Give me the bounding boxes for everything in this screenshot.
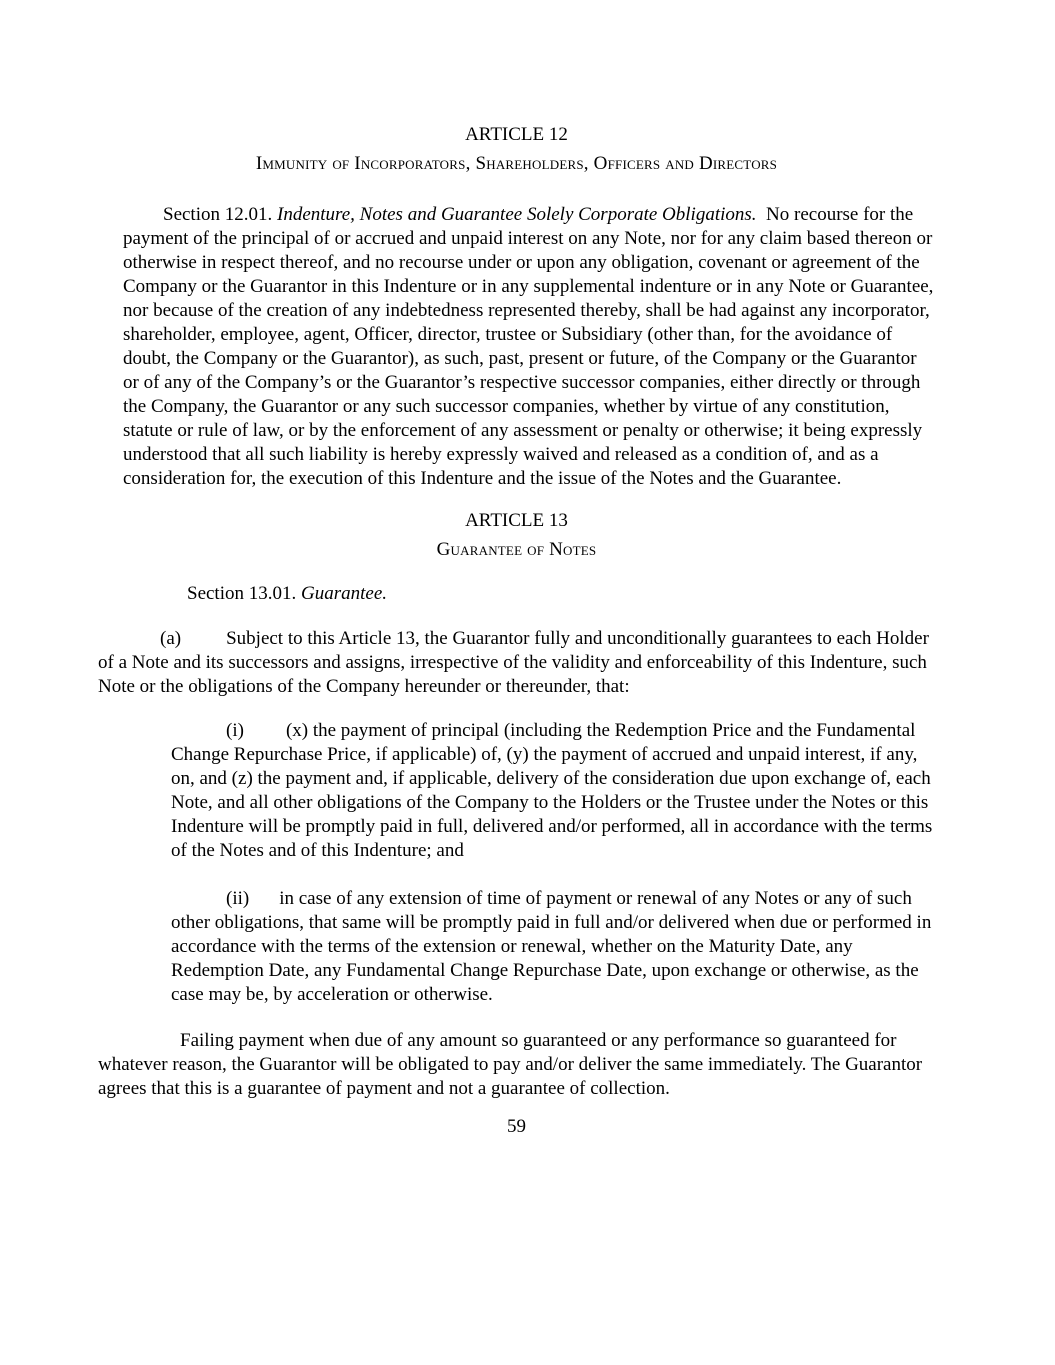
tab-spacer: [244, 735, 286, 736]
clause-ii-text: in case of any extension of time of payment or renewal of any Notes or any of such other obligations, that same will be promptly paid in full and/or delivered when due or performed in accordance with the terms of the extension or renewal, whether on the Maturity Date, any Redemption Date, any Fundamental Change Repurchase Date, upon exchange or otherwise, as the case may be, by acceleration or otherwise.: [171, 888, 932, 1005]
section-12-01-label: Section 12.01.: [163, 204, 277, 225]
article-13-subheading: Guarantee of Notes: [436, 539, 597, 560]
tab-spacer: [249, 903, 279, 904]
section-12-01-body: No recourse for the payment of the principal of or accrued and unpaid interest on any Note, nor for any claim based thereon or otherwise in respect thereof, and no recourse under or upon any obligation, covenant or agreement of the Company or the Guarantor in this Indenture or in any supplemental indenture or in any Note or Guarantee, nor because of the creation of any indebtedness represented thereby, shall be had against any incorporator, shareholder, employee, agent, Officer, director, trustee or Subsidiary (other than, for the avoidance of doubt, the Company or the Guarantor), as such, past, present or future, of the Company or the Guarantor or of any of the Company’s or the Guarantor’s respective successor companies, either directly or through the Company, the Guarantor or any such successor companies, whether by virtue of any constitution, statute or rule of law, or by the enforcement of any assessment or penalty or otherwise; it being expressly understood that all such liability is hereby expressly waived and released as a condition of, and as a consideration for, the execution of this Indenture and the issue of the Notes and the Guarantee.: [123, 204, 939, 489]
paragraph-a: [98, 627, 935, 699]
page-number: 59: [507, 1116, 526, 1137]
clause-i-text: (x) the payment of principal (including the Redemption Price and the Fundamental Change Repurchase Price, if applicable) of, (y) the payment of accrued and unpaid interest, if any, on, and (z) the payment and, if applicable, delivery of the consideration due upon exchange of, each Note, and all other obligations of the Company to the Holders or the Trustee under the Notes or this Indenture will be promptly paid in full, delivered and/or performed, all in accordance with the terms of the Notes and of this Indenture; and: [171, 720, 933, 861]
paragraph-a-text: Subject to this Article 13, the Guarantor fully and unconditionally guarantees to each Holder of a Note and its successors and assigns, irrespective of the validity and enforceability of this Indenture, such Note or the obligations of the Company hereunder or thereunder, that:: [98, 628, 929, 697]
section-13-01-title-italic: Guarantee.: [301, 583, 388, 604]
article-13-heading: ARTICLE 13: [465, 510, 568, 531]
tab-spacer: [181, 643, 226, 644]
section-12-01-paragraph: [123, 203, 939, 491]
article-12-heading-block: [98, 123, 935, 176]
closing-paragraph: Failing payment when due of any amount so guaranteed or any performance so guaranteed for whatever reason, the Guarantor will be obligated to pay and/or deliver the same immediately. The Guarantor agrees that this is a guarantee of payment and not a guarantee of collection.: [98, 1030, 923, 1099]
clause-ii-paragraph: [171, 887, 935, 1007]
section-12-01-title-italic: Indenture, Notes and Guarantee Solely Corporate Obligations.: [277, 204, 757, 225]
section-13-01-label: Section 13.01.: [187, 583, 301, 604]
article-12-heading: ARTICLE 12: [465, 124, 568, 145]
article-13-heading-block: [98, 509, 935, 562]
paragraph-a-marker: (a): [160, 628, 182, 649]
clause-i-marker: (i): [226, 720, 244, 741]
article-12-subheading: Immunity of Incorporators, Shareholders, Officers and Directors: [255, 153, 778, 174]
clause-i-paragraph: [171, 719, 935, 863]
clause-ii-marker: (ii): [226, 888, 250, 909]
section-13-01-line: [123, 582, 935, 606]
